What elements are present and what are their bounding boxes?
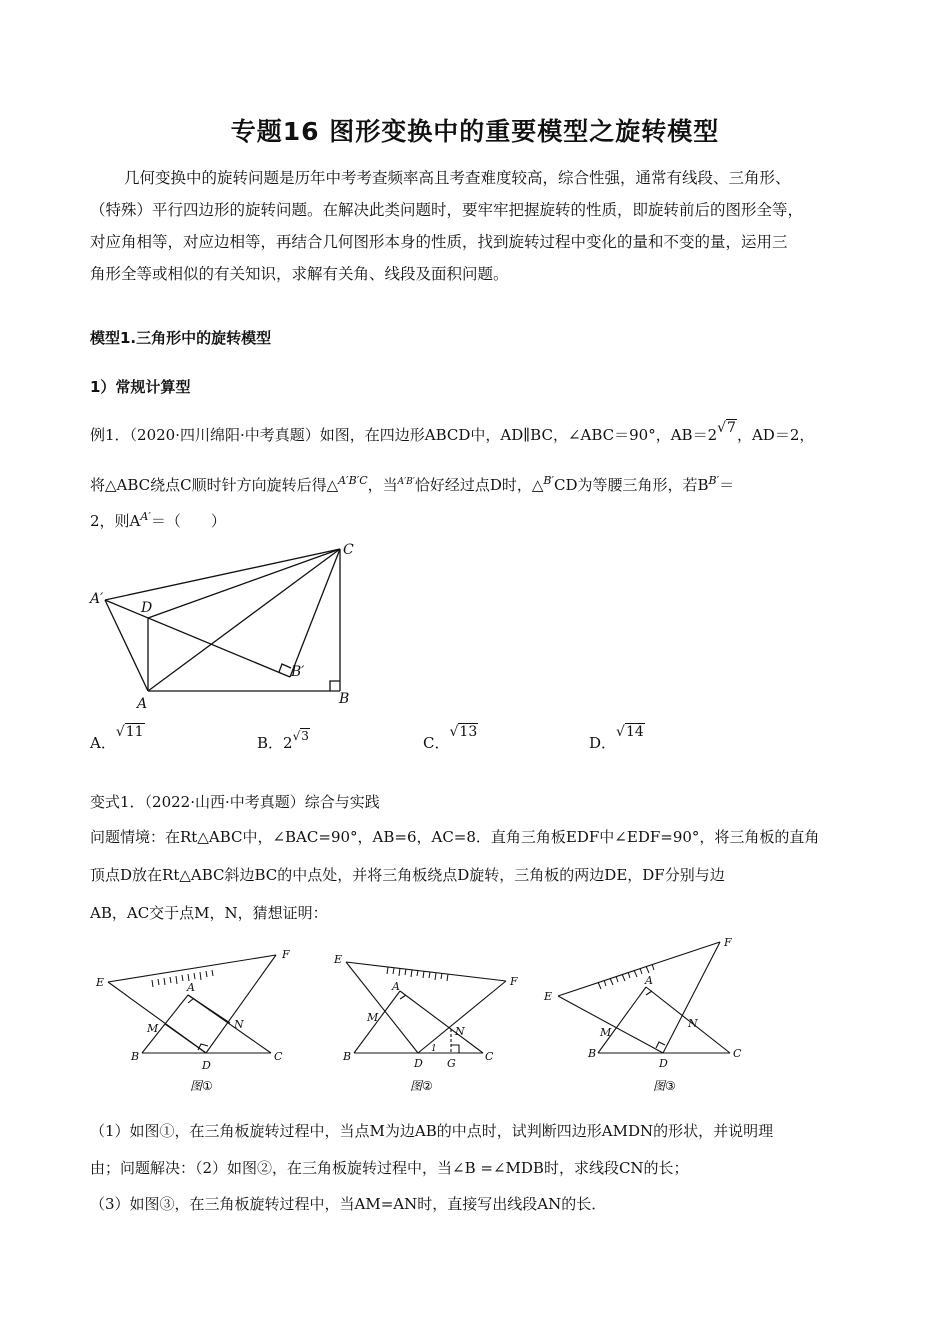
label-A: A — [137, 696, 148, 712]
intro-line: 角形全等或相似的有关知识，求解有关角、线段及面积问题。 — [90, 265, 509, 283]
svg-text:D: D — [202, 1059, 211, 1072]
svg-text:N: N — [688, 1017, 698, 1030]
svg-text:N: N — [234, 1018, 244, 1031]
variant1-line4: AB，AC交于点M，N，猜想证明： — [90, 904, 328, 922]
svg-text:A: A — [187, 981, 195, 994]
caption-figure-1: 图① — [190, 1079, 213, 1093]
label-B: B — [339, 691, 350, 707]
label-A-prime: A′ — [90, 591, 104, 607]
variant1-figure-1 — [90, 945, 300, 1095]
variant1-figure-2 — [330, 945, 540, 1095]
sqrt-expression: √14 — [616, 724, 644, 740]
right-angle-mark — [330, 681, 340, 691]
caption-figure-3: 图③ — [653, 1079, 676, 1093]
svg-text:1: 1 — [431, 1044, 437, 1054]
svg-text:A: A — [392, 980, 400, 993]
svg-text:E: E — [334, 953, 343, 966]
label-D: D — [141, 600, 153, 616]
svg-text:C: C — [274, 1050, 283, 1063]
intro-line: 几何变换中的旋转问题是历年中考考查频率高且考查难度较高，综合性强，通常有线段、三角形、 — [124, 169, 791, 187]
intro-paragraph — [90, 162, 870, 290]
intro-line: 对应角相等，对应边相等，再结合几何图形本身的性质，找到旋转过程中变化的量和不变的量，运用三 — [90, 233, 788, 251]
question-3: （3）如图③，在三角板旋转过程中，当AM=AN时，直接写出线段AN的长． — [90, 1195, 607, 1213]
svg-text:B: B — [588, 1047, 597, 1060]
svg-text:F: F — [724, 936, 732, 949]
example1-text: 例1．（2020·四川绵阳·中考真题）如图，在四边形ABCD中，AD∥BC，∠ABC＝90°，AB＝2 — [90, 426, 718, 444]
svg-text:N: N — [455, 1025, 465, 1038]
sqrt-expression: √13 — [449, 724, 478, 740]
svg-text:D: D — [659, 1057, 668, 1070]
option-d[interactable]: D．√14 — [589, 724, 644, 752]
sqrt-expression: √7 — [717, 420, 736, 436]
example1-line3: 2，则$A^{A'}=$（ ） — [90, 510, 226, 530]
caption-figure-2: 图② — [410, 1079, 433, 1093]
variant1-line2: 问题情境：在Rt△ABC中，∠BAC=90°，AB=6，AC=8．直角三角板EDF中∠EDF=90°，将三角板的直角 — [90, 828, 820, 846]
svg-text:B: B — [343, 1050, 352, 1063]
option-b[interactable]: B．2√3 — [257, 729, 309, 752]
svg-text:G: G — [447, 1057, 456, 1070]
svg-text:E: E — [96, 976, 105, 989]
svg-text:F: F — [510, 975, 518, 988]
question-2: 由；问题解决：（2）如图②，在三角板旋转过程中，当∠B =∠MDB时，求线段CN的长； — [90, 1159, 689, 1177]
variant1-line1: 变式1．（2022·山西·中考真题）综合与实践 — [90, 793, 380, 811]
svg-text:M: M — [147, 1022, 159, 1035]
variant1-figure-3 — [540, 930, 760, 1095]
option-c[interactable]: C．√13 — [423, 724, 478, 752]
model-heading: 模型1.三角形中的旋转模型 — [90, 329, 272, 347]
example1-text: ，AD＝2， — [736, 426, 815, 444]
sub-heading: 1）常规计算型 — [90, 378, 191, 396]
svg-text:M: M — [600, 1026, 612, 1039]
svg-text:A: A — [645, 974, 653, 987]
svg-text:F: F — [282, 948, 290, 961]
intro-line: （特殊）平行四边形的旋转问题。在解决此类问题时，要牢牢把握旋转的性质，即旋转前后的图形全等， — [90, 201, 804, 219]
variant1-line3: 顶点D放在Rt△ABC斜边BC的中点处，并将三角板绕点D旋转，三角板的两边DE，DF分别与边 — [90, 866, 725, 884]
page-title: 专题16 图形变换中的重要模型之旋转模型 — [230, 117, 720, 146]
svg-text:C: C — [733, 1047, 742, 1060]
example1-figure — [85, 540, 375, 715]
svg-text:B: B — [131, 1050, 140, 1063]
svg-text:E: E — [544, 990, 553, 1003]
label-C: C — [343, 542, 354, 558]
example1-line1 — [90, 420, 815, 445]
svg-text:D: D — [414, 1057, 423, 1070]
example1-line2: 将△ABC绕点C顺时针方向旋转后得△$^{A'B'C}$，当$^{A'B'}$恰好经过点D时，△$^{B'}$CD为等腰三角形，若$B^{B'}=$ — [90, 474, 735, 494]
svg-text:C: C — [485, 1050, 494, 1063]
segment-ApBp — [105, 600, 290, 677]
svg-text:M: M — [367, 1011, 379, 1024]
sqrt-expression: √3 — [292, 729, 309, 743]
label-B-prime: B′ — [291, 664, 305, 680]
sqrt-expression: √11 — [115, 724, 144, 740]
question-1: （1）如图①，在三角板旋转过程中，当点M为边AB的中点时，试判断四边形AMDN的形状，并说明理 — [90, 1122, 774, 1140]
option-a[interactable]: A．√11 — [90, 724, 144, 752]
right-angle-mark — [279, 664, 291, 672]
segment-DC — [148, 549, 340, 618]
